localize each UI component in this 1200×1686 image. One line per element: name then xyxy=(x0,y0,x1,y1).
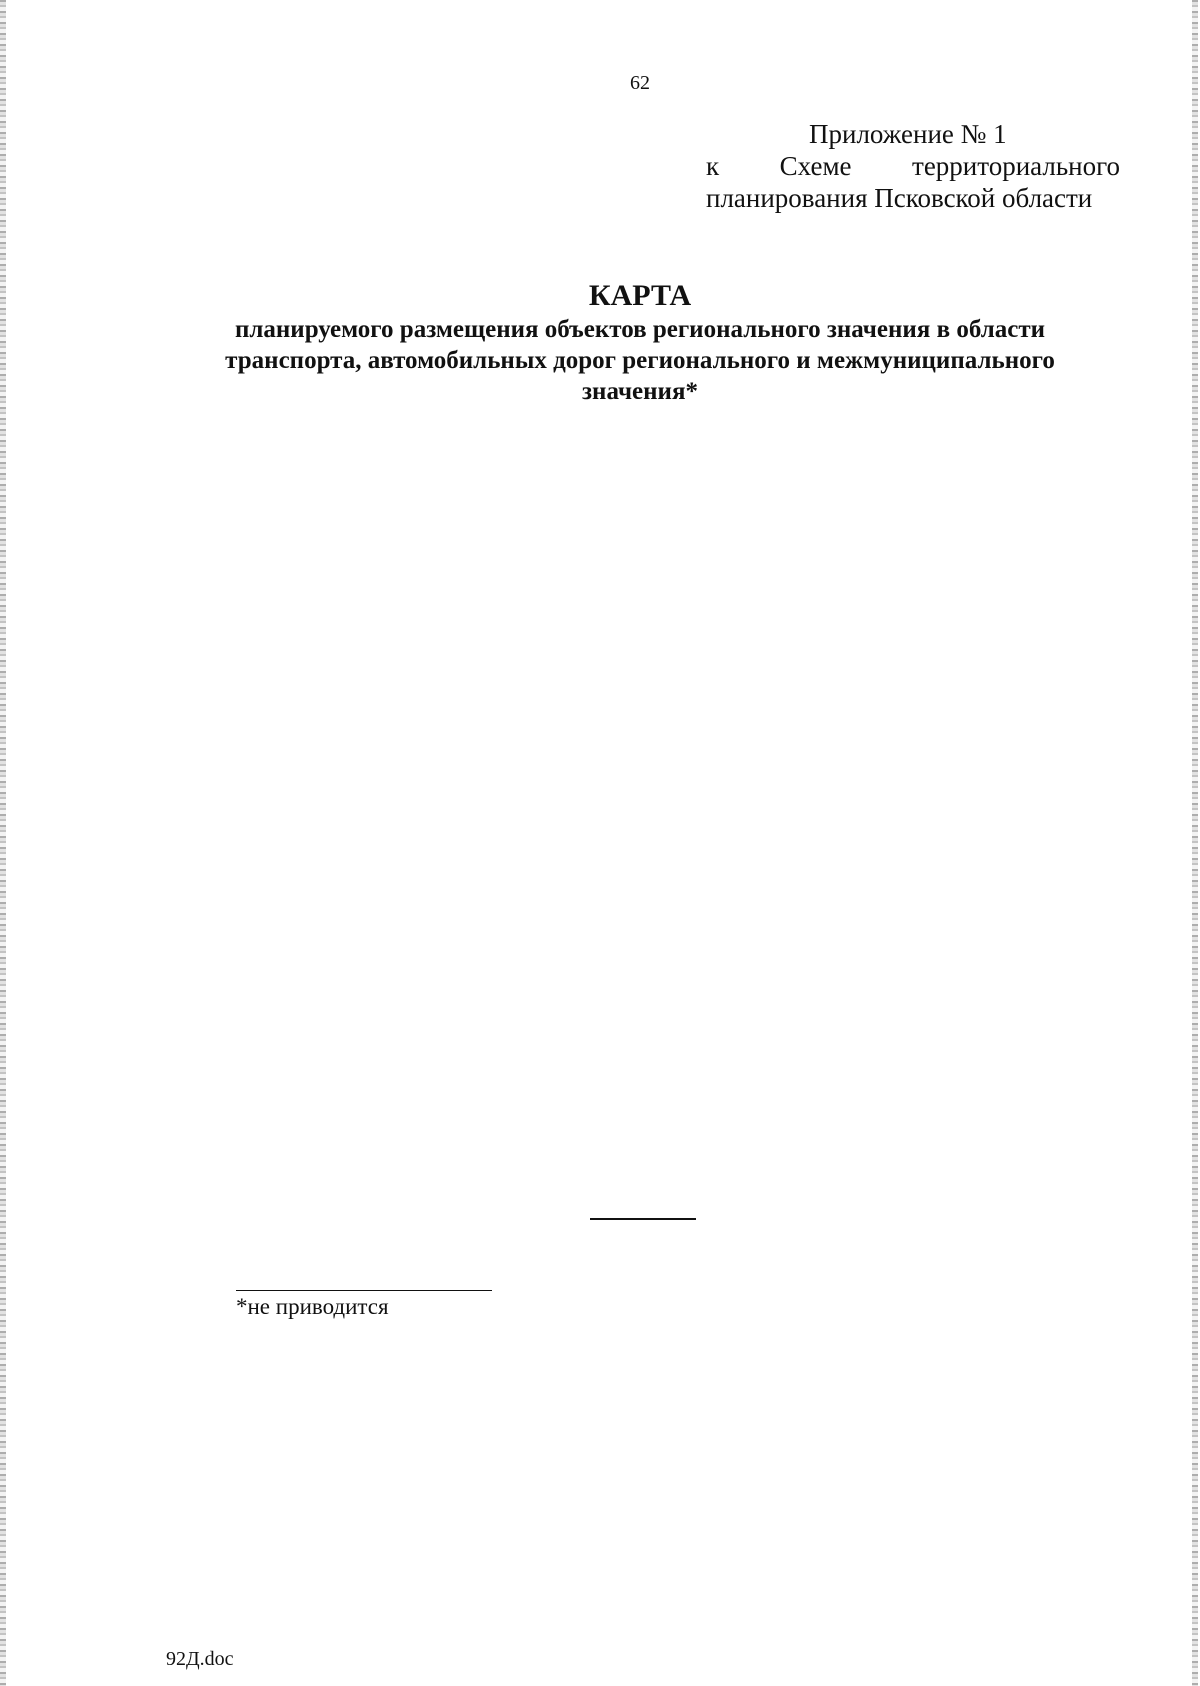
footnote-text: *не приводится xyxy=(236,1294,389,1319)
scan-edge-right xyxy=(1192,0,1198,1686)
appendix-block xyxy=(706,118,1120,214)
page-number: 62 xyxy=(630,72,650,94)
appendix-title: Приложение № 1 xyxy=(809,119,1007,149)
center-divider xyxy=(590,1218,696,1220)
map-subtitle-line-2: транспорта, автомобильных дорог регионального и межмуниципального xyxy=(225,347,1055,374)
appendix-line-1 xyxy=(706,150,1120,182)
map-subtitle-line-1: планируемого размещения объектов регионального значения в области xyxy=(234,316,1046,343)
file-name: 92Д.doc xyxy=(166,1648,234,1670)
appendix-word-k: к xyxy=(706,151,720,181)
appendix-line-2: планирования Псковской области xyxy=(706,183,1093,213)
footnote-divider xyxy=(236,1290,492,1291)
scan-edge-left xyxy=(0,0,6,1686)
appendix-word-scheme: Схеме xyxy=(779,151,852,181)
map-subtitle-line-3: значения* xyxy=(582,378,698,405)
map-title: КАРТА xyxy=(588,279,692,312)
appendix-word-territorial: территориального xyxy=(912,151,1120,181)
map-title-block xyxy=(140,278,1140,407)
